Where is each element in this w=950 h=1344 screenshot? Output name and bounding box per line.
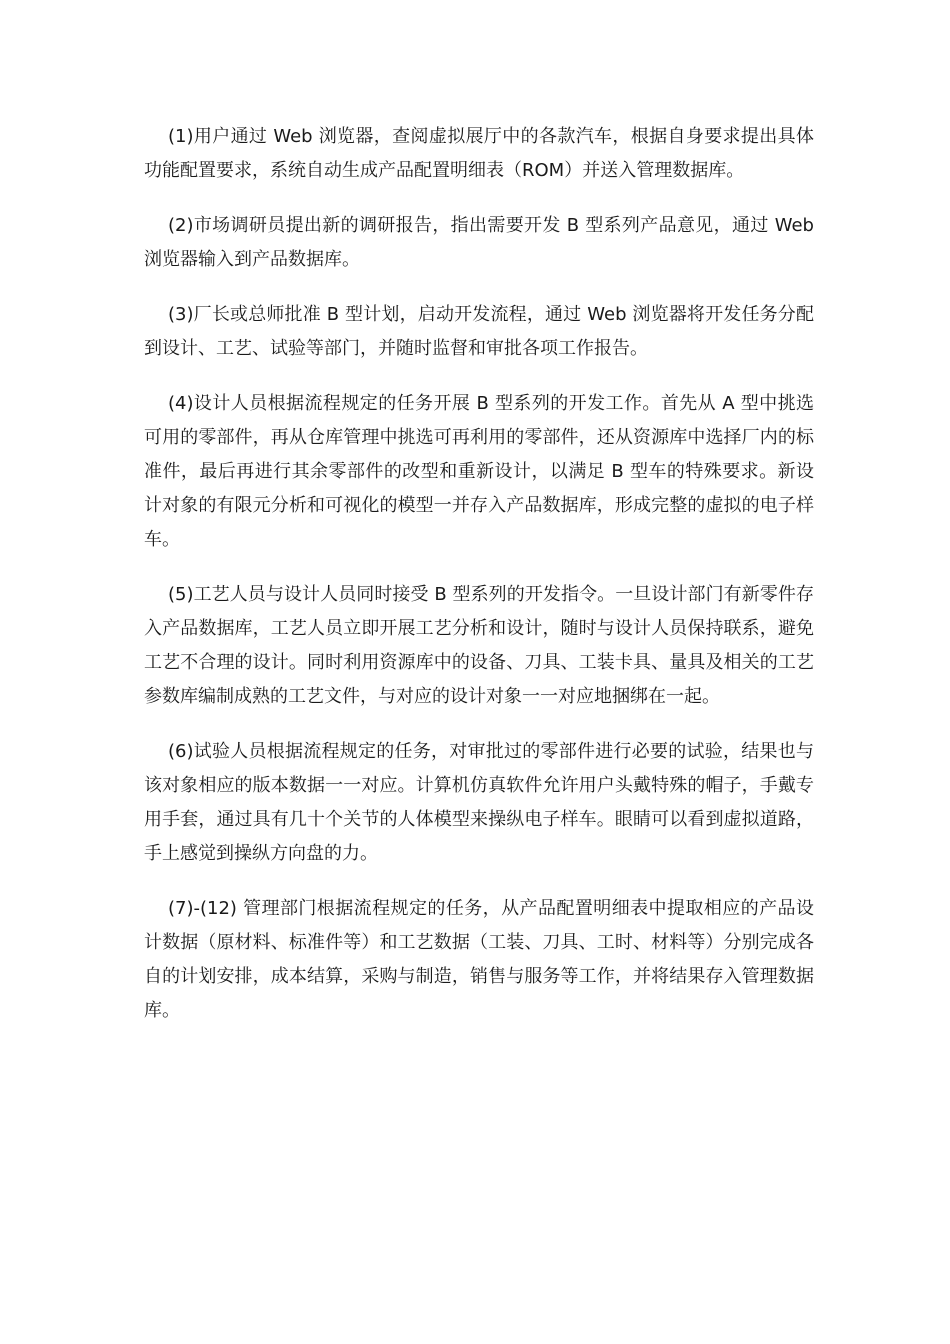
paragraph-7: (7)-(12) 管理部门根据流程规定的任务，从产品配置明细表中提取相应的产品设计数据（原材料、标准件等）和工艺数据（工装、刀具、工时、材料等）分别完成各自的计划安排，成本结算，采购与制造，销售与服务等工作，并将结果存入管理数据库。	[144, 898, 814, 1021]
document-body	[144, 120, 814, 1049]
paragraph-6: (6)试验人员根据流程规定的任务，对审批过的零部件进行必要的试验，结果也与该对象相应的版本数据一一对应。计算机仿真软件允许用户头戴特殊的帽子，手戴专用手套，通过具有几十个关节的人体模型来操纵电子样车。眼睛可以看到虚拟道路，手上感觉到操纵方向盘的力。	[144, 741, 814, 864]
paragraph-3: (3)厂长或总师批准 B 型计划，启动开发流程，通过 Web 浏览器将开发任务分配到设计、工艺、试验等部门，并随时监督和审批各项工作报告。	[144, 304, 814, 359]
paragraph-4: (4)设计人员根据流程规定的任务开展 B 型系列的开发工作。首先从 A 型中挑选可用的零部件，再从仓库管理中挑选可再利用的零部件，还从资源库中选择厂内的标准件，最后再进行其余零部件的改型和重新设计，以满足 B 型车的特殊要求。新设计对象的有限元分析和可视化的模型一并存入产品数据库，形成完整的虚拟的电子样车。	[144, 393, 814, 550]
paragraph-5: (5)工艺人员与设计人员同时接受 B 型系列的开发指令。一旦设计部门有新零件存入产品数据库，工艺人员立即开展工艺分析和设计，随时与设计人员保持联系，避免工艺不合理的设计。同时利用资源库中的设备、刀具、工装卡具、量具及相关的工艺参数库编制成熟的工艺文件，与对应的设计对象一一对应地捆绑在一起。	[144, 584, 814, 707]
paragraph-1: (1)用户通过 Web 浏览器，查阅虚拟展厅中的各款汽车，根据自身要求提出具体功能配置要求，系统自动生成产品配置明细表（ROM）并送入管理数据库。	[144, 126, 814, 181]
paragraph-2: (2)市场调研员提出新的调研报告，指出需要开发 B 型系列产品意见，通过 Web 浏览器输入到产品数据库。	[144, 215, 814, 270]
